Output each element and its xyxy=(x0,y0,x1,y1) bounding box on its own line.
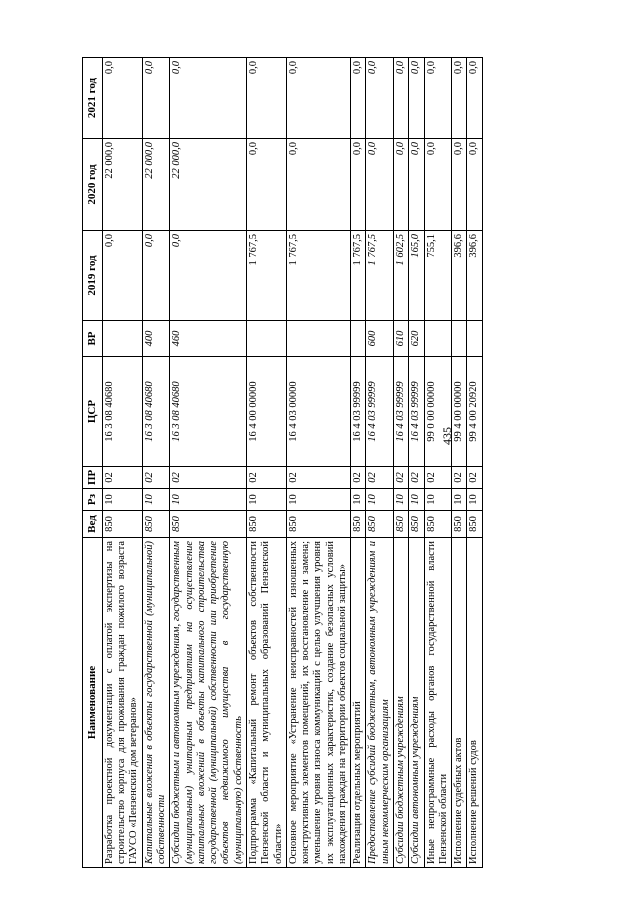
pr-cell: 02 xyxy=(452,467,467,489)
year-2019-cell: 165,0 xyxy=(409,231,424,321)
rz-cell: 10 xyxy=(394,489,409,511)
csr-cell: 16 4 03 99999 xyxy=(366,357,394,467)
table-row xyxy=(142,58,170,868)
vr-cell xyxy=(286,321,350,357)
table-row xyxy=(467,58,482,868)
name-cell: Разработка проектной документации с оплатой экспертизы на строительство корпуса для проживания граждан пожилого возраста ГАУСО «Пензенский дом ветеранов» xyxy=(102,538,142,868)
ved-cell: 850 xyxy=(366,511,394,538)
ved-cell: 850 xyxy=(424,511,452,538)
vr-cell xyxy=(102,321,142,357)
csr-cell: 16 3 08 40680 xyxy=(102,357,142,467)
ved-cell: 850 xyxy=(286,511,350,538)
rz-cell: 10 xyxy=(170,489,247,511)
header-cell: Вед xyxy=(83,511,103,538)
csr-cell: 99 0 00 00000 xyxy=(424,357,452,467)
table-row xyxy=(351,58,366,868)
vr-cell xyxy=(452,321,467,357)
ved-cell: 850 xyxy=(452,511,467,538)
year-2020-cell: 0,0 xyxy=(452,139,467,231)
year-2021-cell: 0,0 xyxy=(286,58,350,139)
year-2020-cell: 22 000,0 xyxy=(170,139,247,231)
table-row xyxy=(246,58,286,868)
vr-cell: 620 xyxy=(409,321,424,357)
name-cell: Предоставление субсидий бюджетным, автономным учреждениям и иным некоммерческим организациям xyxy=(366,538,394,868)
pr-cell: 02 xyxy=(170,467,247,489)
vr-cell: 400 xyxy=(142,321,170,357)
year-2020-cell: 0,0 xyxy=(424,139,452,231)
year-2020-cell: 0,0 xyxy=(467,139,482,231)
ved-cell: 850 xyxy=(102,511,142,538)
year-2021-cell: 0,0 xyxy=(246,58,286,139)
header-cell: ПР xyxy=(83,467,103,489)
ved-cell: 850 xyxy=(394,511,409,538)
year-2021-cell: 0,0 xyxy=(170,58,247,139)
table-row xyxy=(409,58,424,868)
year-2020-cell: 0,0 xyxy=(246,139,286,231)
pr-cell: 02 xyxy=(102,467,142,489)
year-2019-cell: 1 767,5 xyxy=(286,231,350,321)
header-cell: 2021 год xyxy=(83,58,103,139)
table-row xyxy=(366,58,394,868)
year-2021-cell: 0,0 xyxy=(351,58,366,139)
vr-cell xyxy=(424,321,452,357)
year-2019-cell: 755,1 xyxy=(424,231,452,321)
name-cell: Исполнение судебных актов xyxy=(452,538,467,868)
year-2021-cell: 0,0 xyxy=(424,58,452,139)
csr-cell: 16 4 03 99999 xyxy=(351,357,366,467)
rz-cell: 10 xyxy=(366,489,394,511)
table-row xyxy=(452,58,467,868)
vr-cell xyxy=(246,321,286,357)
rz-cell: 10 xyxy=(424,489,452,511)
csr-cell: 16 3 08 40680 xyxy=(170,357,247,467)
year-2021-cell: 0,0 xyxy=(409,58,424,139)
year-2020-cell: 22 000,0 xyxy=(102,139,142,231)
year-2020-cell: 0,0 xyxy=(394,139,409,231)
csr-cell: 16 4 03 00000 xyxy=(286,357,350,467)
year-2020-cell: 0,0 xyxy=(286,139,350,231)
header-cell: ЦСР xyxy=(83,357,103,467)
table-row xyxy=(170,58,247,868)
name-cell: Иные непрограммные расходы органов государственной власти Пензенской области xyxy=(424,538,452,868)
name-cell: Капитальные вложения в объекты государственной (муниципальной) собственности xyxy=(142,538,170,868)
csr-cell: 16 4 03 99999 xyxy=(409,357,424,467)
budget-table xyxy=(82,57,483,868)
year-2020-cell: 22 000,0 xyxy=(142,139,170,231)
header-cell: ВР xyxy=(83,321,103,357)
year-2021-cell: 0,0 xyxy=(102,58,142,139)
csr-cell: 99 4 00 20920 xyxy=(467,357,482,467)
table-row xyxy=(424,58,452,868)
rz-cell: 10 xyxy=(142,489,170,511)
pr-cell: 02 xyxy=(366,467,394,489)
pr-cell: 02 xyxy=(142,467,170,489)
ved-cell: 850 xyxy=(246,511,286,538)
year-2019-cell: 396,6 xyxy=(452,231,467,321)
year-2019-cell: 1 602,5 xyxy=(394,231,409,321)
header-cell: Рз xyxy=(83,489,103,511)
rz-cell: 10 xyxy=(409,489,424,511)
year-2020-cell: 0,0 xyxy=(366,139,394,231)
year-2021-cell: 0,0 xyxy=(394,58,409,139)
name-cell: Исполнение решений судов xyxy=(467,538,482,868)
year-2020-cell: 0,0 xyxy=(351,139,366,231)
pr-cell: 02 xyxy=(394,467,409,489)
vr-cell xyxy=(467,321,482,357)
pr-cell: 02 xyxy=(467,467,482,489)
ved-cell: 850 xyxy=(409,511,424,538)
name-cell: Основное мероприятие «Устранение неисправностей изношенных конструктивных элементов помещений, их восстановление и замена; уменьшение уровня износа коммуникаций с целью улучшения уровня их эксплуатационных характеристик, создание безопасных условий нахождения граждан на территории объектов социальной защиты» xyxy=(286,538,350,868)
year-2019-cell: 396,6 xyxy=(467,231,482,321)
pr-cell: 02 xyxy=(286,467,350,489)
vr-cell xyxy=(351,321,366,357)
vr-cell: 600 xyxy=(366,321,394,357)
csr-cell: 16 4 00 00000 xyxy=(246,357,286,467)
pr-cell: 02 xyxy=(409,467,424,489)
year-2021-cell: 0,0 xyxy=(467,58,482,139)
rz-cell: 10 xyxy=(452,489,467,511)
ved-cell: 850 xyxy=(467,511,482,538)
rotated-table-wrapper xyxy=(82,58,582,868)
csr-cell: 99 4 00 00000 xyxy=(452,357,467,467)
year-2019-cell: 0,0 xyxy=(102,231,142,321)
year-2019-cell: 1 767,5 xyxy=(246,231,286,321)
year-2020-cell: 0,0 xyxy=(409,139,424,231)
vr-cell: 610 xyxy=(394,321,409,357)
pr-cell: 02 xyxy=(246,467,286,489)
header-cell: 2020 год xyxy=(83,139,103,231)
ved-cell: 850 xyxy=(142,511,170,538)
table-row xyxy=(394,58,409,868)
rz-cell: 10 xyxy=(351,489,366,511)
rz-cell: 10 xyxy=(467,489,482,511)
name-cell: Субсидии бюджетным учреждениям xyxy=(394,538,409,868)
name-cell: Субсидии бюджетным и автономным учреждениям, государственным (муниципальным) унитарным предприятиям на осуществление капитальных вложений в объекты капитального строительства государственной (муниципальной) собственности или приобретение объектов недвижимого имущества в государственную (муниципальную) собственность xyxy=(170,538,247,868)
year-2019-cell: 1 767,5 xyxy=(351,231,366,321)
csr-cell: 16 3 08 40680 xyxy=(142,357,170,467)
name-cell: Субсидии автономным учреждениям xyxy=(409,538,424,868)
pr-cell: 02 xyxy=(424,467,452,489)
year-2019-cell: 0,0 xyxy=(170,231,247,321)
ved-cell: 850 xyxy=(170,511,247,538)
rz-cell: 10 xyxy=(246,489,286,511)
year-2019-cell: 1 767,5 xyxy=(366,231,394,321)
page-number: 435 xyxy=(440,427,454,445)
ved-cell: 850 xyxy=(351,511,366,538)
pr-cell: 02 xyxy=(351,467,366,489)
year-2021-cell: 0,0 xyxy=(452,58,467,139)
name-cell: Подпрограмма «Капитальный ремонт объектов собственности Пензенской области и муниципальных образований Пензенской области» xyxy=(246,538,286,868)
year-2021-cell: 0,0 xyxy=(142,58,170,139)
year-2019-cell: 0,0 xyxy=(142,231,170,321)
vr-cell: 460 xyxy=(170,321,247,357)
table-header-row xyxy=(83,58,103,868)
rz-cell: 10 xyxy=(286,489,350,511)
year-2021-cell: 0,0 xyxy=(366,58,394,139)
csr-cell: 16 4 03 99999 xyxy=(394,357,409,467)
table-row xyxy=(286,58,350,868)
header-cell: 2019 год xyxy=(83,231,103,321)
name-cell: Реализация отдельных мероприятий xyxy=(351,538,366,868)
table-row xyxy=(102,58,142,868)
rz-cell: 10 xyxy=(102,489,142,511)
header-cell: Наименование xyxy=(83,538,103,868)
